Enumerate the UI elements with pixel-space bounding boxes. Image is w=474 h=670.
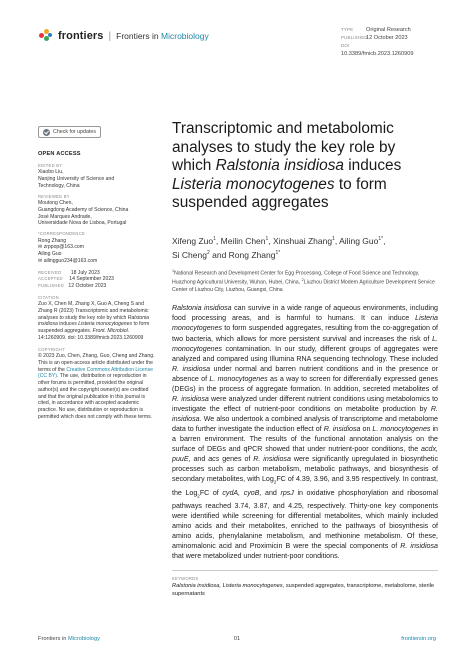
abstract-text: in a barren environment. The results of the functional annotation analysis on the surface of DEGs and qPCR showed that under nutrient-poor conditions, the [172,424,438,454]
title-species: Ralstonia insidiosa [215,157,344,175]
correspondent-name: Ailing Guo [38,251,62,258]
article-meta [341,26,436,58]
abstract-text: FC of 4.39, 3.96, and 3.95 respectively. In contrast, the Log [172,475,438,497]
author-name[interactable]: and Rong Zhang [209,249,276,260]
keyword-text: suspended aggregates, transcriptome, metabolome, sterile supernatants [172,583,435,597]
citation-label: CITATION [38,294,59,300]
citation-journal: Front. Microbiol. [92,328,130,335]
affiliation-sup: 1 [265,235,269,242]
title-species: Listeria monocytogenes [172,175,335,193]
abstract-species: L. monocytogenes [209,374,268,383]
affiliation-number: 1 [172,268,175,273]
abstract-text: contamination. In our study, different groups of aggregates were analyzed and compared using Illumina RNA sequencing technology. These included [172,344,438,363]
affiliation-sup: 1 [332,235,335,242]
email-text: zrppop@163.com [43,244,84,251]
abstract-gene: acs [208,455,220,464]
abstract-text: . We also undertook a combined analysis of transcriptome and metabolome data to further investigate the induction effect of [172,414,438,433]
abstract-gene: rpsJ [280,488,294,497]
doi-value[interactable]: 10.3389/fmicb.2023.1260909 [341,51,414,57]
edited-by [38,169,156,189]
correspondent-name: Rong Zhang [38,237,67,244]
copyright-label: COPYRIGHT [38,346,66,352]
article-title [172,120,438,213]
citation [38,301,156,341]
page-number: 01 [233,636,241,642]
received-label: RECEIVED [38,269,62,275]
citation-text: Zuo X, Chen M, Zhang X, Guo A, Cheng S and Zhang R (2023) Transcriptomic and metabolomic analyses to study the key role by which [38,301,149,321]
published-label: PUBLISHED [38,282,64,288]
author-name[interactable]: , Meilin Chen [215,235,266,246]
abstract-text: under normal and barren nutrient conditions and in the presence or absence of [172,364,438,383]
affiliation-sup: 1* [378,235,384,242]
abstract [172,303,438,561]
author-name[interactable]: Xifeng Zuo [172,235,214,246]
type-value: Original Research [366,27,411,33]
abstract-text: and [261,488,281,497]
author-name[interactable]: , Ailing Guo [334,235,379,246]
footer-journal-name: Microbiology [68,636,100,642]
reviewer-line: Guangdong Academy of Science, China [38,206,129,213]
journal-prefix: Frontiers in [116,31,162,41]
abstract-species: R. insidiosa [172,394,209,403]
edited-by-label: EDITED BY [38,162,63,168]
accepted-label: ACCEPTED [38,276,63,282]
citation-text: to form suspended aggregates. [38,321,150,335]
type-label: TYPE [341,27,354,32]
keywords [172,583,438,598]
abstract-text: in oxidative phosphorylation and ribosomal pathways reached 3.74, 3.87, and 4.25, respectively. Thirty-one key components were identified while screening for differential metabolites, which mainly included amino acids and their metabolites, enriched to the pathways of biosynthesis of amino acids, phenylalanine metabolism, and methionine metabolism. Of these, aminomalonic acid and Proximicin B were the special components of [172,488,438,551]
logo-text: frontiers [58,30,104,42]
abstract-species: R. insidiosa [172,364,211,373]
citation-text: 14:1260909. doi: 10.3389/fmicb.2023.1260909 [38,334,144,341]
correspondence [38,238,156,265]
copyright [38,353,156,420]
reviewed-by-label: REVIEWED BY [38,193,70,199]
affiliation-number: 2 [301,278,304,283]
reviewed-by [38,200,156,227]
abstract-species: R. insidiosa [253,455,291,464]
affiliation-sup: 1* [275,249,281,256]
received-date: 18 July 2023 [70,269,100,276]
published-value: 12 October 2023 [366,35,408,41]
correspondent-email[interactable] [38,258,156,265]
doi-label: DOI [341,43,350,48]
abstract-text: were analyzed under different nutrient conditions using metabolomics to investigate the effect of nutrient-poor conditions on metabolite production by [172,394,438,413]
affiliations [172,268,438,295]
editor-line: Xiaobo Liu, [38,169,64,176]
email-icon: ✉ [38,257,44,264]
author-list [172,233,438,261]
frontiers-logo[interactable] [38,28,209,44]
accepted-row [38,276,156,283]
abstract-text: that were metabolized under nutrient-poor conditions. [172,552,340,561]
abstract-species: Listeria monocytogenes [172,314,438,333]
copyright-text: . The use, distribution or reproduction in other forums is permitted, provided the original author(s) and the copyright owner(s) are credited and that the original publication in this journal is cited, in accordance with accepted academic practice. No use, distribution or reproduction is permitted which does not comply with these terms. [38,373,153,420]
abstract-subscript: 2 [197,493,200,499]
received-row [38,270,156,277]
journal-name[interactable] [116,31,209,41]
article-main [172,120,438,598]
author-separator: , [383,235,386,246]
author-name[interactable]: Si Cheng [172,249,207,260]
abstract-gene: acdx, puuE, [172,445,438,464]
abstract-text: and [190,455,209,464]
email-text: ailingguo234@163.com [43,257,98,264]
published-row [38,283,156,290]
abstract-species: R. insidiosa [400,542,438,551]
affiliation-text: National Research and Development Center for Egg Processing, College of Food Science and Technology, Huazhong Agricultural University, Wuhan, Hubei, China, [172,270,420,287]
abstract-text: can survive in a wide range of aqueous environments, including food processing areas, and is harmful to humans. It can induce [172,304,438,323]
check-updates-label: Check for updates [53,128,96,135]
abstract-gene: cydA, cyoB, [222,488,262,497]
affiliation-text: Liuzhou District Modern Agriculture Development Service Center of Liuzhou City, Liuzhou, Guangxi, China [172,280,435,294]
abstract-species: L. monocytogenes [172,334,438,353]
check-updates-icon [43,129,50,136]
citation-species: Listeria monocytogenes [78,321,133,328]
abstract-text: were significantly upregulated in biosynthetic processes such as carbon metabolism, metabolic pathways, and biosynthesis of secondary metabolites, with Log [172,455,438,484]
citation-text: induces [57,321,79,328]
abstract-text: FC of [199,488,223,497]
reviewer-line: Moutong Chen, [38,200,73,207]
editor-line: Nanjing University of Science and [38,176,115,183]
page-header [38,26,436,57]
title-text: to form suspended aggregates [172,175,387,212]
correspondent-email[interactable] [38,244,156,251]
citation-species: Ralstonia insidiosa [38,314,150,328]
abstract-subscript: 2 [273,479,277,485]
copyright-text: © 2023 Zuo, Chen, Zhang, Guo, Cheng and Zhang. This is an open-access article distributed under the terms of the [38,353,155,373]
accepted-date: 14 September 2023 [69,276,114,283]
affiliation-sup: 1 [213,235,216,242]
abstract-text: to form suspended aggregates, resulting from the co-aggregation of two bacteria, which allows for more persistent survival and increases the risk of [172,324,438,343]
abstract-species: Ralstonia insidiosa [172,304,232,313]
title-text: induces [343,157,402,175]
footer-site-link[interactable]: frontiersin.org [401,636,436,642]
abstract-species: R. insidiosa [172,404,438,423]
article-sidebar [38,126,156,420]
reviewer-line: José Marques Andrade, [38,213,92,220]
title-text: Transcriptomic and metabolomic analyses to study the key role by which [172,120,396,175]
logo-separator: | [108,30,112,42]
keyword-species: Ralstonia insidiosa, Listeria monocytogenes, [172,583,285,590]
keywords-label: KEYWORDS [172,570,438,581]
email-icon: ✉ [38,244,44,251]
editor-line: Technology, China [38,182,80,189]
open-access-label: OPEN ACCESS [38,151,81,157]
journal-accent: Microbiology [161,31,209,41]
abstract-text: on [360,424,373,433]
abstract-species: L. monocytogenes [372,424,431,433]
correspondence-label: *CORRESPONDENCE [38,231,86,237]
abstract-species: R. insidiosa [323,424,361,433]
reviewer-line: Universidade Nova de Lisboa, Portugal [38,220,127,227]
abstract-text: as a way to screen for differentially expressed genes (DEGs) in the process of aggregate formation. In addition, secreted metabolites of [172,374,438,393]
published-date: 12 October 2023 [68,282,107,289]
author-name[interactable]: , Xinshuai Zhang [268,235,333,246]
check-for-updates-button[interactable] [38,126,101,138]
license-link[interactable]: Creative Commons Attribution License (CC BY) [38,366,153,380]
footer-journal-prefix: Frontiers in [38,636,69,642]
affiliation-sup: 2 [206,249,210,256]
frontiers-logo-icon [38,28,54,44]
abstract-text: genes of [219,455,254,464]
published-label: PUBLISHED [341,35,368,40]
